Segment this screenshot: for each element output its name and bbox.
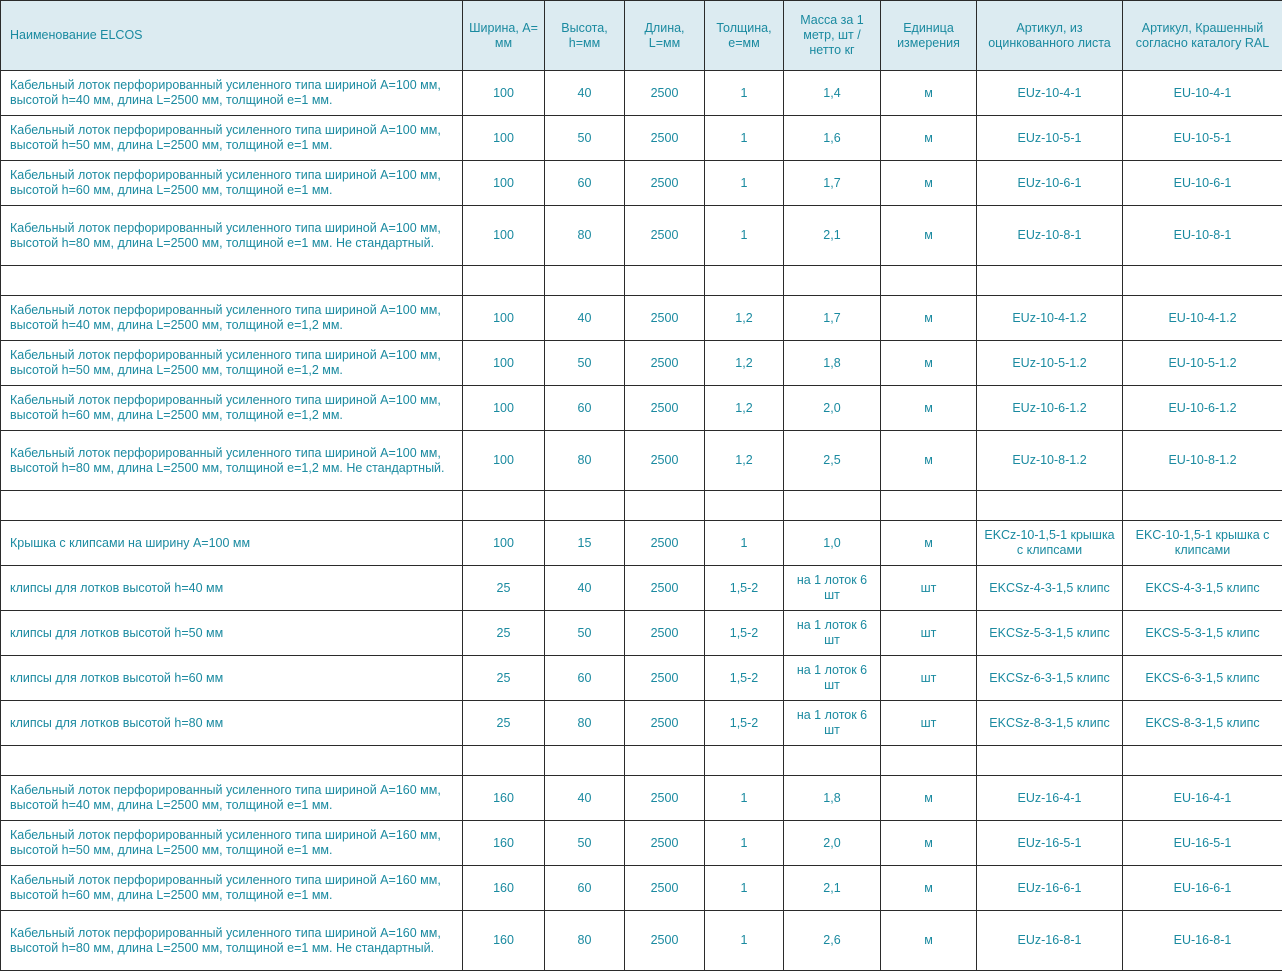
- cell-thickness: 1: [705, 71, 784, 116]
- table-row: [1, 341, 1282, 386]
- empty-cell: [1, 266, 463, 296]
- cell-width: 160: [463, 776, 545, 821]
- cell-name: Кабельный лоток перфорированный усиленного типа шириной А=160 мм, высотой h=40 мм, длина L=2500 мм, толщиной е=1 мм.: [1, 776, 463, 821]
- cell-mass: 1,0: [784, 521, 881, 566]
- cell-mass: на 1 лоток 6 шт: [784, 701, 881, 746]
- cell-article-galvanized: EUz-10-6-1: [977, 161, 1123, 206]
- cell-height: 80: [545, 911, 625, 971]
- cell-height: 60: [545, 386, 625, 431]
- cell-article-ral: EU-16-8-1: [1123, 911, 1282, 971]
- cell-thickness: 1: [705, 776, 784, 821]
- empty-cell: [463, 746, 545, 776]
- cell-unit: м: [881, 521, 977, 566]
- cell-unit: м: [881, 341, 977, 386]
- cell-height: 50: [545, 821, 625, 866]
- table-row: [1, 116, 1282, 161]
- empty-cell: [881, 746, 977, 776]
- cell-article-galvanized: EUz-10-8-1: [977, 206, 1123, 266]
- header-mass: Масса за 1 метр, шт / нетто кг: [784, 1, 881, 71]
- cell-name: Кабельный лоток перфорированный усиленного типа шириной А=100 мм, высотой h=80 мм, длина L=2500 мм, толщиной е=1,2 мм. Не стандартный.: [1, 431, 463, 491]
- empty-cell: [977, 491, 1123, 521]
- empty-cell: [463, 491, 545, 521]
- cell-length: 2500: [625, 911, 705, 971]
- empty-cell: [625, 746, 705, 776]
- header-unit: Единица измерения: [881, 1, 977, 71]
- cell-mass: на 1 лоток 6 шт: [784, 566, 881, 611]
- spacer-row: [1, 266, 1282, 296]
- cell-article-galvanized: EKCz-10-1,5-1 крышка с клипсами: [977, 521, 1123, 566]
- cell-unit: м: [881, 71, 977, 116]
- cell-height: 60: [545, 656, 625, 701]
- cell-mass: 2,6: [784, 911, 881, 971]
- cell-unit: шт: [881, 656, 977, 701]
- cell-name: Кабельный лоток перфорированный усиленного типа шириной А=100 мм, высотой h=60 мм, длина L=2500 мм, толщиной е=1 мм.: [1, 161, 463, 206]
- cell-width: 100: [463, 431, 545, 491]
- spacer-row: [1, 491, 1282, 521]
- cell-article-galvanized: EKCSz-4-3-1,5 клипс: [977, 566, 1123, 611]
- cell-unit: м: [881, 386, 977, 431]
- table-row: [1, 206, 1282, 266]
- cell-thickness: 1,5-2: [705, 701, 784, 746]
- cell-length: 2500: [625, 866, 705, 911]
- cell-mass: 2,1: [784, 866, 881, 911]
- cell-thickness: 1: [705, 866, 784, 911]
- cell-name: Кабельный лоток перфорированный усиленного типа шириной А=100 мм, высотой h=80 мм, длина L=2500 мм, толщиной е=1 мм. Не стандартный.: [1, 206, 463, 266]
- header-article-galvanized: Артикул, из оцинкованного листа: [977, 1, 1123, 71]
- table-row: [1, 161, 1282, 206]
- table-row: [1, 521, 1282, 566]
- header-name: Наименование ELCOS: [1, 1, 463, 71]
- cell-article-galvanized: EUz-10-5-1.2: [977, 341, 1123, 386]
- cell-name: Кабельный лоток перфорированный усиленного типа шириной А=160 мм, высотой h=50 мм, длина L=2500 мм, толщиной е=1 мм.: [1, 821, 463, 866]
- cell-height: 80: [545, 206, 625, 266]
- cell-unit: шт: [881, 701, 977, 746]
- table-row: [1, 431, 1282, 491]
- header-length: Длина, L=мм: [625, 1, 705, 71]
- spacer-row: [1, 746, 1282, 776]
- empty-cell: [784, 266, 881, 296]
- empty-cell: [881, 266, 977, 296]
- cell-length: 2500: [625, 386, 705, 431]
- cell-name: Кабельный лоток перфорированный усиленного типа шириной А=100 мм, высотой h=60 мм, длина L=2500 мм, толщиной е=1,2 мм.: [1, 386, 463, 431]
- cell-article-galvanized: EUz-16-6-1: [977, 866, 1123, 911]
- cell-article-galvanized: EKCSz-5-3-1,5 клипс: [977, 611, 1123, 656]
- cell-name: клипсы для лотков высотой h=50 мм: [1, 611, 463, 656]
- table-row: [1, 71, 1282, 116]
- empty-cell: [1123, 746, 1282, 776]
- cell-width: 25: [463, 566, 545, 611]
- cell-thickness: 1,5-2: [705, 566, 784, 611]
- cell-article-galvanized: EKCSz-8-3-1,5 клипс: [977, 701, 1123, 746]
- cell-unit: м: [881, 911, 977, 971]
- table-row: [1, 611, 1282, 656]
- cell-article-ral: EKCS-4-3-1,5 клипс: [1123, 566, 1282, 611]
- empty-cell: [1, 491, 463, 521]
- cell-height: 60: [545, 161, 625, 206]
- cell-height: 60: [545, 866, 625, 911]
- table-row: [1, 866, 1282, 911]
- empty-cell: [705, 491, 784, 521]
- cell-width: 100: [463, 521, 545, 566]
- cell-mass: 1,6: [784, 116, 881, 161]
- cell-width: 100: [463, 341, 545, 386]
- empty-cell: [1123, 491, 1282, 521]
- cell-length: 2500: [625, 161, 705, 206]
- cell-length: 2500: [625, 521, 705, 566]
- cell-height: 50: [545, 341, 625, 386]
- cell-width: 160: [463, 866, 545, 911]
- cell-height: 80: [545, 431, 625, 491]
- cell-unit: м: [881, 206, 977, 266]
- cell-length: 2500: [625, 656, 705, 701]
- cell-article-ral: EU-10-6-1.2: [1123, 386, 1282, 431]
- cell-article-ral: EU-10-5-1.2: [1123, 341, 1282, 386]
- cell-article-ral: EKC-10-1,5-1 крышка с клипсами: [1123, 521, 1282, 566]
- cell-mass: 1,7: [784, 296, 881, 341]
- cell-height: 40: [545, 71, 625, 116]
- cell-thickness: 1,2: [705, 386, 784, 431]
- cell-width: 160: [463, 911, 545, 971]
- cell-mass: 1,8: [784, 341, 881, 386]
- header-thickness: Толщина, е=мм: [705, 1, 784, 71]
- cell-unit: м: [881, 431, 977, 491]
- empty-cell: [545, 746, 625, 776]
- cell-width: 25: [463, 611, 545, 656]
- table-row: [1, 296, 1282, 341]
- cell-mass: на 1 лоток 6 шт: [784, 611, 881, 656]
- cell-width: 25: [463, 701, 545, 746]
- empty-cell: [705, 746, 784, 776]
- cell-article-galvanized: EUz-16-5-1: [977, 821, 1123, 866]
- cell-length: 2500: [625, 431, 705, 491]
- table-row: [1, 701, 1282, 746]
- cell-length: 2500: [625, 701, 705, 746]
- cell-name: клипсы для лотков высотой h=40 мм: [1, 566, 463, 611]
- cell-thickness: 1,2: [705, 296, 784, 341]
- cell-thickness: 1: [705, 161, 784, 206]
- cell-name: Кабельный лоток перфорированный усиленного типа шириной А=160 мм, высотой h=60 мм, длина L=2500 мм, толщиной е=1 мм.: [1, 866, 463, 911]
- cell-width: 100: [463, 386, 545, 431]
- cell-mass: 2,0: [784, 821, 881, 866]
- cell-length: 2500: [625, 296, 705, 341]
- cell-unit: м: [881, 116, 977, 161]
- cell-unit: м: [881, 776, 977, 821]
- cell-article-ral: EU-16-6-1: [1123, 866, 1282, 911]
- cell-article-ral: EU-10-8-1: [1123, 206, 1282, 266]
- cell-name: Кабельный лоток перфорированный усиленного типа шириной А=100 мм, высотой h=50 мм, длина L=2500 мм, толщиной е=1 мм.: [1, 116, 463, 161]
- cell-article-ral: EKCS-6-3-1,5 клипс: [1123, 656, 1282, 701]
- cell-thickness: 1,5-2: [705, 611, 784, 656]
- cell-thickness: 1,5-2: [705, 656, 784, 701]
- cell-width: 100: [463, 71, 545, 116]
- empty-cell: [625, 266, 705, 296]
- cell-article-galvanized: EKCSz-6-3-1,5 клипс: [977, 656, 1123, 701]
- cell-article-galvanized: EUz-16-8-1: [977, 911, 1123, 971]
- cell-article-galvanized: EUz-10-6-1.2: [977, 386, 1123, 431]
- header-row: [1, 1, 1282, 71]
- cell-height: 40: [545, 296, 625, 341]
- cell-length: 2500: [625, 71, 705, 116]
- header-article-ral: Артикул, Крашенный согласно каталогу RAL: [1123, 1, 1282, 71]
- cell-unit: м: [881, 161, 977, 206]
- empty-cell: [625, 491, 705, 521]
- cell-article-ral: EU-10-4-1.2: [1123, 296, 1282, 341]
- cell-article-galvanized: EUz-16-4-1: [977, 776, 1123, 821]
- cell-mass: 1,7: [784, 161, 881, 206]
- empty-cell: [545, 491, 625, 521]
- cell-article-galvanized: EUz-10-5-1: [977, 116, 1123, 161]
- cell-article-galvanized: EUz-10-4-1.2: [977, 296, 1123, 341]
- cell-length: 2500: [625, 206, 705, 266]
- cell-width: 100: [463, 206, 545, 266]
- table-body: [1, 71, 1282, 971]
- empty-cell: [1123, 266, 1282, 296]
- cell-height: 80: [545, 701, 625, 746]
- empty-cell: [977, 746, 1123, 776]
- cell-article-ral: EU-10-5-1: [1123, 116, 1282, 161]
- empty-cell: [784, 491, 881, 521]
- table-row: [1, 386, 1282, 431]
- cell-width: 25: [463, 656, 545, 701]
- cell-thickness: 1,2: [705, 341, 784, 386]
- cell-height: 50: [545, 116, 625, 161]
- cell-thickness: 1: [705, 911, 784, 971]
- table-row: [1, 566, 1282, 611]
- cell-thickness: 1: [705, 116, 784, 161]
- cell-mass: 2,5: [784, 431, 881, 491]
- cell-mass: 1,8: [784, 776, 881, 821]
- header-width: Ширина, А= мм: [463, 1, 545, 71]
- cell-article-ral: EU-10-4-1: [1123, 71, 1282, 116]
- cell-name: Кабельный лоток перфорированный усиленного типа шириной А=160 мм, высотой h=80 мм, длина L=2500 мм, толщиной е=1 мм. Не стандартный.: [1, 911, 463, 971]
- cell-length: 2500: [625, 116, 705, 161]
- cell-article-galvanized: EUz-10-4-1: [977, 71, 1123, 116]
- empty-cell: [705, 266, 784, 296]
- header-height: Высота, h=мм: [545, 1, 625, 71]
- table-row: [1, 821, 1282, 866]
- cell-width: 160: [463, 821, 545, 866]
- cell-length: 2500: [625, 821, 705, 866]
- cell-width: 100: [463, 116, 545, 161]
- cell-mass: 2,0: [784, 386, 881, 431]
- empty-cell: [784, 746, 881, 776]
- cell-width: 100: [463, 161, 545, 206]
- cell-height: 15: [545, 521, 625, 566]
- table-row: [1, 776, 1282, 821]
- cell-name: Кабельный лоток перфорированный усиленного типа шириной А=100 мм, высотой h=50 мм, длина L=2500 мм, толщиной е=1,2 мм.: [1, 341, 463, 386]
- cell-article-ral: EU-10-6-1: [1123, 161, 1282, 206]
- cell-unit: м: [881, 296, 977, 341]
- cell-thickness: 1: [705, 521, 784, 566]
- cell-length: 2500: [625, 776, 705, 821]
- cell-height: 50: [545, 611, 625, 656]
- cell-article-ral: EU-16-4-1: [1123, 776, 1282, 821]
- cell-name: клипсы для лотков высотой h=80 мм: [1, 701, 463, 746]
- empty-cell: [881, 491, 977, 521]
- cell-unit: шт: [881, 566, 977, 611]
- cell-width: 100: [463, 296, 545, 341]
- cell-unit: шт: [881, 611, 977, 656]
- cell-length: 2500: [625, 341, 705, 386]
- cell-article-galvanized: EUz-10-8-1.2: [977, 431, 1123, 491]
- empty-cell: [463, 266, 545, 296]
- cell-name: Крышка с клипсами на ширину А=100 мм: [1, 521, 463, 566]
- cell-thickness: 1: [705, 821, 784, 866]
- cell-height: 40: [545, 776, 625, 821]
- cell-name: клипсы для лотков высотой h=60 мм: [1, 656, 463, 701]
- cell-length: 2500: [625, 566, 705, 611]
- empty-cell: [1, 746, 463, 776]
- empty-cell: [545, 266, 625, 296]
- cell-thickness: 1: [705, 206, 784, 266]
- empty-cell: [977, 266, 1123, 296]
- cell-article-ral: EU-10-8-1.2: [1123, 431, 1282, 491]
- cell-mass: 2,1: [784, 206, 881, 266]
- cell-unit: м: [881, 866, 977, 911]
- cell-height: 40: [545, 566, 625, 611]
- cell-length: 2500: [625, 611, 705, 656]
- cell-article-ral: EKCS-5-3-1,5 клипс: [1123, 611, 1282, 656]
- cell-mass: на 1 лоток 6 шт: [784, 656, 881, 701]
- table-row: [1, 656, 1282, 701]
- cell-article-ral: EKCS-8-3-1,5 клипс: [1123, 701, 1282, 746]
- cell-thickness: 1,2: [705, 431, 784, 491]
- cell-mass: 1,4: [784, 71, 881, 116]
- table-row: [1, 911, 1282, 971]
- cell-unit: м: [881, 821, 977, 866]
- cell-name: Кабельный лоток перфорированный усиленного типа шириной А=100 мм, высотой h=40 мм, длина L=2500 мм, толщиной е=1,2 мм.: [1, 296, 463, 341]
- cell-article-ral: EU-16-5-1: [1123, 821, 1282, 866]
- cell-name: Кабельный лоток перфорированный усиленного типа шириной А=100 мм, высотой h=40 мм, длина L=2500 мм, толщиной е=1 мм.: [1, 71, 463, 116]
